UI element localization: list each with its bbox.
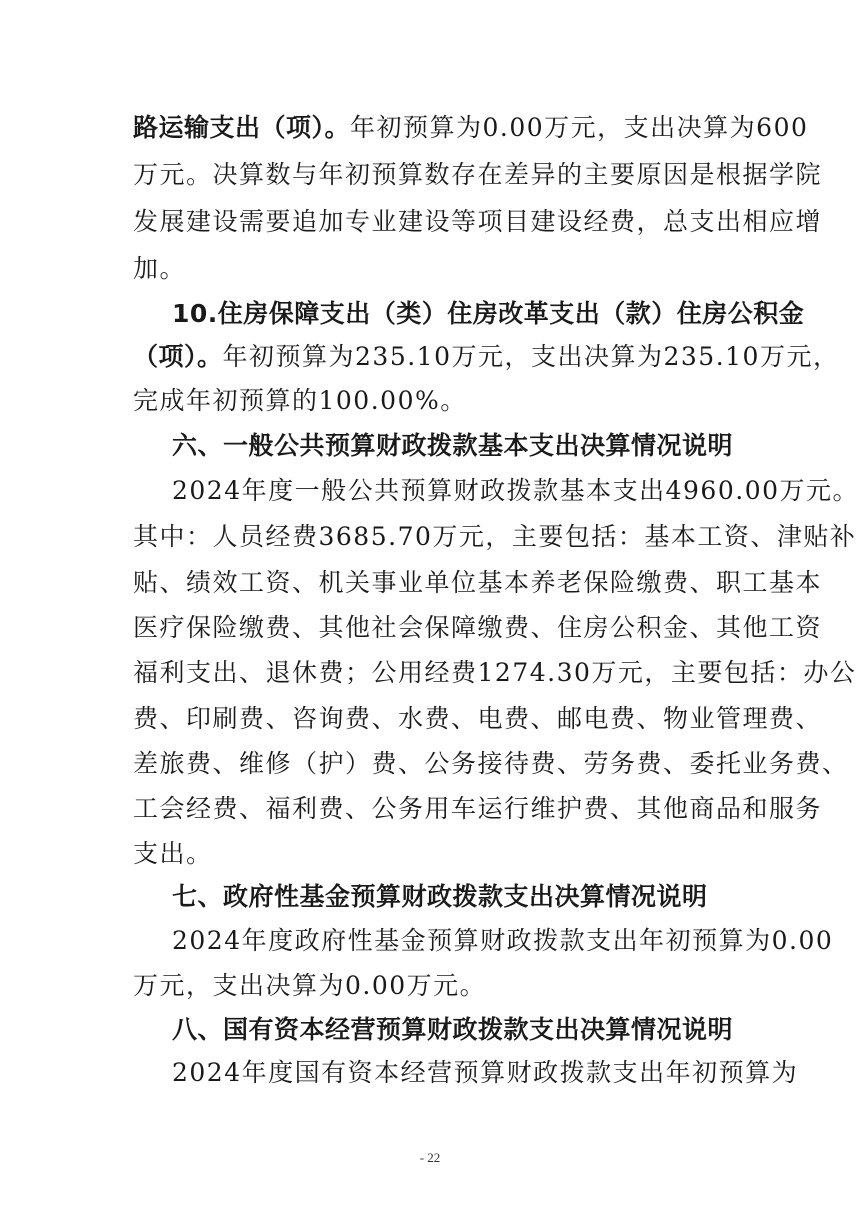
- section9-line-2: 万元。决算数与年初预算数存在差异的主要原因是根据学院: [133, 160, 823, 189]
- para6-line-9: 支出。: [133, 839, 213, 868]
- section10-line-3: 完成年初预算的100.00%。: [133, 386, 467, 415]
- para6-line-2: 其中：人员经费3685.70万元，主要包括：基本工资、津贴补: [133, 522, 857, 551]
- section9-line-4: 加。: [133, 254, 187, 283]
- section9-line-1: [133, 110, 808, 146]
- page-number: - 22: [419, 1150, 441, 1165]
- heading-6: 六、一般公共预算财政拨款基本支出决算情况说明: [172, 431, 734, 460]
- section10-line-2: [133, 339, 839, 375]
- para6-line-5: 福利支出、退休费；公用经费1274.30万元，主要包括：办公: [133, 658, 857, 687]
- para6-line-4: 医疗保险缴费、其他社会保障缴费、住房公积金、其他工资: [133, 613, 823, 642]
- para6-line-8: 工会经费、福利费、公务用车运行维护费、其他商品和服务: [133, 794, 823, 823]
- section10-title-tail: （项）。: [133, 342, 223, 371]
- para6-line-6: 费、印刷费、咨询费、水费、电费、邮电费、物业管理费、: [133, 704, 823, 733]
- para8-line-1: 2024年度国有资本经营预算财政拨款支出年初预算为: [172, 1058, 799, 1087]
- section10-title: 10.住房保障支出（类）住房改革支出（款）住房公积金: [172, 299, 805, 328]
- para6-line-7: 差旅费、维修（护）费、公务接待费、劳务费、委托业务费、: [133, 749, 849, 778]
- section9-line-3: 发展建设需要追加专业建设等项目建设经费，总支出相应增: [133, 207, 823, 236]
- section9-text: 年初预算为0.00万元，支出决算为600: [350, 113, 809, 142]
- para6-line-3: 贴、绩效工资、机关事业单位基本养老保险缴费、职工基本: [133, 568, 823, 597]
- para6-line-1: 2024年度一般公共预算财政拨款基本支出4960.00万元。: [172, 476, 860, 505]
- para7-line-2: 万元，支出决算为0.00万元。: [133, 971, 487, 1000]
- para7-line-1: 2024年度政府性基金预算财政拨款支出年初预算为0.00: [172, 926, 834, 955]
- section9-title-tail: 路运输支出（项）。: [133, 113, 351, 142]
- heading-8: 八、国有资本经营预算财政拨款支出决算情况说明: [172, 1015, 734, 1044]
- section10-text: 年初预算为235.10万元，支出决算为235.10万元，: [222, 342, 840, 371]
- heading-7: 七、政府性基金预算财政拨款支出决算情况说明: [172, 882, 708, 911]
